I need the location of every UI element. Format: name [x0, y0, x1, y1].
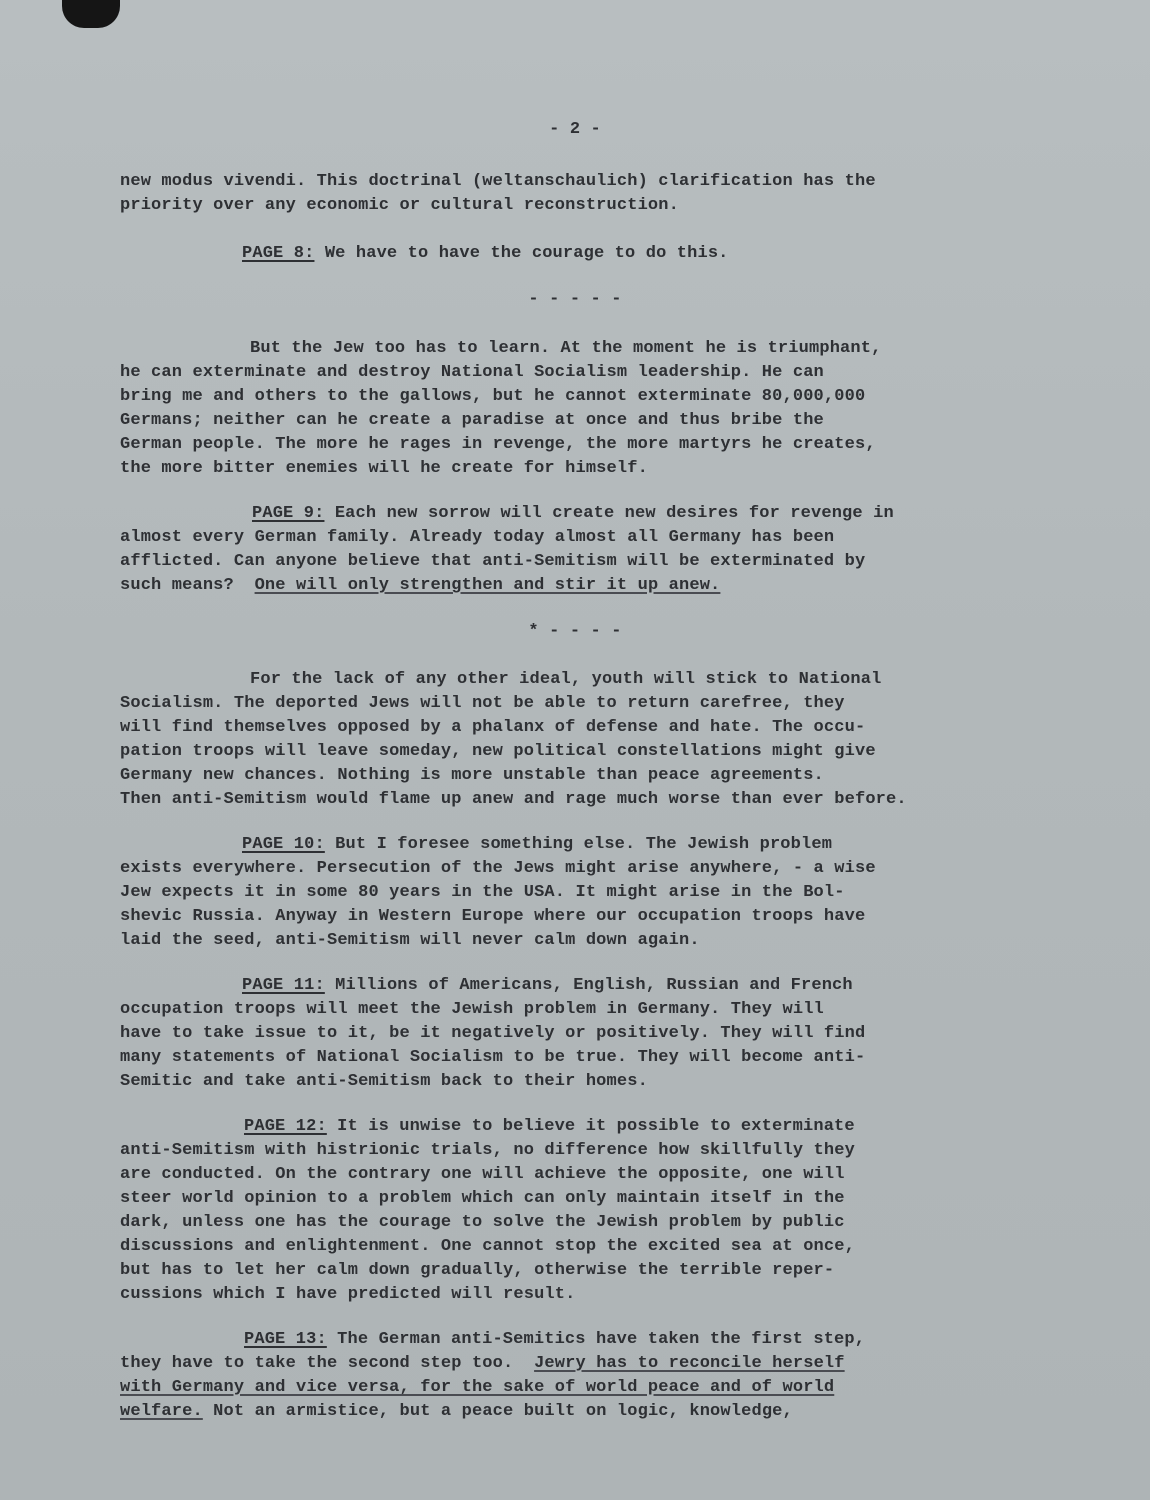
text-line: Germany new chances. Nothing is more unstable than peace agreements.: [120, 766, 824, 785]
text-line: occupation troops will meet the Jewish problem in Germany. They will: [120, 1000, 824, 1019]
underlined-text: One will only strengthen and stir it up anew.: [254, 576, 721, 595]
text-line: Then anti-Semitism would flame up anew and rage much worse than ever before.: [120, 790, 907, 809]
text-line: the more bitter enemies will he create for himself.: [120, 459, 648, 478]
text-line: It is unwise to believe it possible to exterminate: [326, 1117, 855, 1136]
text-line: Millions of Americans, English, Russian and French: [324, 976, 853, 995]
text-line: bring me and others to the gallows, but he cannot exterminate 80,000,000: [120, 387, 866, 406]
paragraph-page-9: [252, 502, 894, 526]
text-line: laid the seed, anti-Semitism will never calm down again.: [120, 931, 700, 950]
text-line: priority over any economic or cultural reconstruction.: [120, 196, 679, 215]
text-line: [120, 1352, 845, 1376]
page-label: PAGE 11:: [242, 976, 325, 995]
underlined-text: welfare.: [120, 1402, 203, 1421]
section-separator: * - - - -: [528, 622, 622, 641]
text-line: he can exterminate and destroy National Socialism leadership. He can: [120, 363, 824, 382]
text-line: will find themselves opposed by a phalanx of defense and hate. The occu-: [120, 718, 866, 737]
paragraph-page-12: [244, 1115, 855, 1139]
paragraph-page-10: [242, 833, 832, 857]
text-line: Semitic and take anti-Semitism back to their homes.: [120, 1072, 648, 1091]
text-line: cussions which I have predicted will result.: [120, 1285, 576, 1304]
text-segment: Not an armistice, but a peace built on logic, knowledge,: [202, 1402, 793, 1421]
page-label: PAGE 10:: [242, 835, 325, 854]
page-label: PAGE 9:: [252, 504, 325, 523]
text-line: dark, unless one has the courage to solve the Jewish problem by public: [120, 1213, 845, 1232]
text-line: German people. The more he rages in revenge, the more martyrs he creates,: [120, 435, 876, 454]
text-line: afflicted. Can anyone believe that anti-Semitism will be exterminated by: [120, 552, 866, 571]
text-segment: they have to take the second step too.: [120, 1354, 535, 1373]
paragraph-page-8: [242, 242, 729, 266]
text-line: Jew expects it in some 80 years in the USA. It might arise in the Bol-: [120, 883, 845, 902]
text-line: Socialism. The deported Jews will not be able to return carefree, they: [120, 694, 845, 713]
text-line: new modus vivendi. This doctrinal (weltanschaulich) clarification has the: [120, 172, 876, 191]
page-label: PAGE 12:: [244, 1117, 327, 1136]
text-line: but has to let her calm down gradually, otherwise the terrible reper-: [120, 1261, 835, 1280]
text-line: But I foresee something else. The Jewish problem: [324, 835, 833, 854]
black-corner-mark: [62, 0, 120, 28]
page-label: PAGE 8:: [242, 244, 315, 263]
text-line: Each new sorrow will create new desires for revenge in: [324, 504, 894, 523]
text-line: are conducted. On the contrary one will achieve the opposite, one will: [120, 1165, 845, 1184]
paragraph-page-11: [242, 974, 853, 998]
text-line: The German anti-Semitics have taken the first step,: [326, 1330, 866, 1349]
page-label: PAGE 13:: [244, 1330, 327, 1349]
text-line: steer world opinion to a problem which can only maintain itself in the: [120, 1189, 845, 1208]
text-line: But the Jew too has to learn. At the moment he is triumphant,: [250, 339, 882, 358]
text-line: shevic Russia. Anyway in Western Europe where our occupation troops have: [120, 907, 866, 926]
underlined-text: Jewry has to reconcile herself: [534, 1354, 845, 1373]
text-line: [120, 1376, 834, 1400]
text-line: discussions and enlightenment. One cannot stop the excited sea at once,: [120, 1237, 855, 1256]
page-number: - 2 -: [549, 120, 601, 139]
text-line: almost every German family. Already today almost all Germany has been: [120, 528, 835, 547]
text-line: pation troops will leave someday, new political constellations might give: [120, 742, 876, 761]
text-line: Germans; neither can he create a paradise at once and thus bribe the: [120, 411, 824, 430]
text-line: [120, 1400, 793, 1424]
text-line: anti-Semitism with histrionic trials, no difference how skillfully they: [120, 1141, 855, 1160]
text-segment: such means?: [120, 576, 255, 595]
text-line: [120, 574, 720, 598]
underlined-text: with Germany and vice versa, for the sake of world peace and of world: [120, 1378, 835, 1397]
text-line: We have to have the courage to do this.: [314, 244, 729, 263]
text-line: many statements of National Socialism to be true. They will become anti-: [120, 1048, 866, 1067]
text-line: For the lack of any other ideal, youth will stick to National: [250, 670, 882, 689]
text-line: have to take issue to it, be it negatively or positively. They will find: [120, 1024, 866, 1043]
section-separator: - - - - -: [528, 290, 622, 309]
paragraph-page-13: [244, 1328, 865, 1352]
text-line: exists everywhere. Persecution of the Jews might arise anywhere, - a wise: [120, 859, 876, 878]
